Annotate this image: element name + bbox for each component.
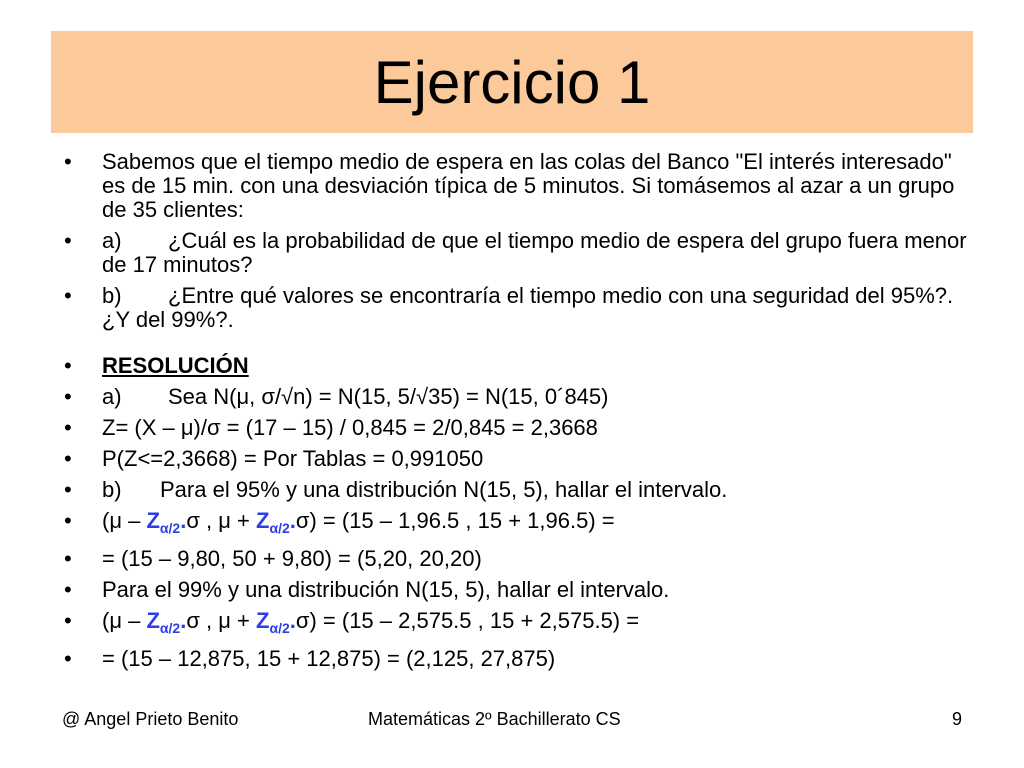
- bullet-dot: •: [64, 646, 72, 671]
- z-subscript: α/2: [269, 620, 290, 636]
- z-dot: .: [180, 608, 187, 633]
- page-number: 9: [951, 709, 962, 729]
- interval-95-result: = (15 – 9,80, 50 + 9,80) = (5,20, 20,20): [102, 546, 482, 571]
- item-label: a): [102, 384, 122, 409]
- list-item: [56, 478, 974, 502]
- list-item: [56, 647, 974, 671]
- list-item: [56, 385, 974, 409]
- bullet-dot: •: [64, 384, 72, 409]
- z-dot: .: [289, 508, 296, 533]
- bullet-dot: •: [64, 415, 72, 440]
- z-symbol: Z: [256, 508, 270, 533]
- problem-statement: Sabemos que el tiempo medio de espera en las colas del Banco "El interés interesado" es de 15 min. con una desviación típica de 5 minutos. Si tomásemos al azar a un grupo de 35 clientes:: [102, 149, 955, 222]
- z-subscript: α/2: [269, 520, 290, 536]
- resolution-heading: RESOLUCIÓN: [102, 353, 249, 378]
- question-b: ¿Entre qué valores se encontraría el tiempo medio con una seguridad del 95%?. ¿Y del 99%?.: [102, 283, 954, 332]
- bullet-dot: •: [64, 283, 72, 308]
- slide-body: [56, 150, 974, 678]
- bullet-dot: •: [64, 508, 72, 533]
- bullet-dot: •: [64, 228, 72, 253]
- z-symbol: Z: [256, 608, 270, 633]
- z-score-formula: Z= (X – μ)/σ = (17 – 15) / 0,845 = 2/0,845 = 2,3668: [102, 415, 598, 440]
- list-item: [56, 547, 974, 571]
- list-item: [56, 416, 974, 440]
- list-item: [56, 447, 974, 471]
- z-subscript: α/2: [159, 620, 181, 636]
- bullet-dot: •: [64, 477, 72, 502]
- solution-99-intro: Para el 99% y una distribución N(15, 5), hallar el intervalo.: [102, 577, 670, 602]
- footer-course: Matemáticas 2º Bachillerato CS: [368, 709, 621, 729]
- z-dot: .: [180, 508, 187, 533]
- formula-part: σ , μ +: [186, 608, 257, 633]
- solution-a-distribution: Sea N(μ, σ/√n) = N(15, 5/√35) = N(15, 0´845): [168, 384, 609, 409]
- footer-author: @ Angel Prieto Benito: [62, 709, 239, 729]
- bullet-dot: •: [64, 353, 72, 378]
- formula-part: (μ –: [102, 608, 147, 633]
- bullet-dot: •: [64, 149, 72, 174]
- list-item: [56, 284, 974, 332]
- list-item: [56, 229, 974, 277]
- slide-title: Ejercicio 1: [373, 49, 651, 116]
- probability-result: P(Z<=2,3668) = Por Tablas = 0,991050: [102, 446, 484, 471]
- list-item: [56, 578, 974, 602]
- z-symbol: Z: [146, 508, 160, 533]
- z-dot: .: [289, 608, 296, 633]
- bullet-dot: •: [64, 577, 72, 602]
- item-label: b): [102, 283, 122, 308]
- question-a: ¿Cuál es la probabilidad de que el tiempo medio de espera del grupo fuera menor de 17 minutos?: [102, 228, 967, 277]
- formula-part: (μ –: [102, 508, 147, 533]
- interval-99-result: = (15 – 12,875, 15 + 12,875) = (2,125, 27,875): [102, 646, 556, 671]
- list-item: [56, 609, 974, 640]
- item-label: b): [102, 477, 122, 502]
- formula-part: σ) = (15 – 1,96.5 , 15 + 1,96.5) =: [295, 508, 615, 533]
- z-symbol: Z: [146, 608, 160, 633]
- bullet-dot: •: [64, 608, 72, 633]
- formula-part: σ , μ +: [186, 508, 257, 533]
- bullet-dot: •: [64, 446, 72, 471]
- bullet-list: [56, 150, 974, 671]
- solution-b-intro: Para el 95% y una distribución N(15, 5), hallar el intervalo.: [160, 477, 728, 502]
- list-item: [56, 509, 974, 540]
- z-subscript: α/2: [159, 520, 181, 536]
- list-item: [56, 150, 974, 222]
- interval-95-formula: [102, 508, 615, 536]
- formula-part: σ) = (15 – 2,575.5 , 15 + 2,575.5) =: [295, 608, 640, 633]
- list-item: [56, 354, 974, 378]
- item-label: a): [102, 228, 122, 253]
- interval-99-formula: [102, 608, 640, 636]
- bullet-dot: •: [64, 546, 72, 571]
